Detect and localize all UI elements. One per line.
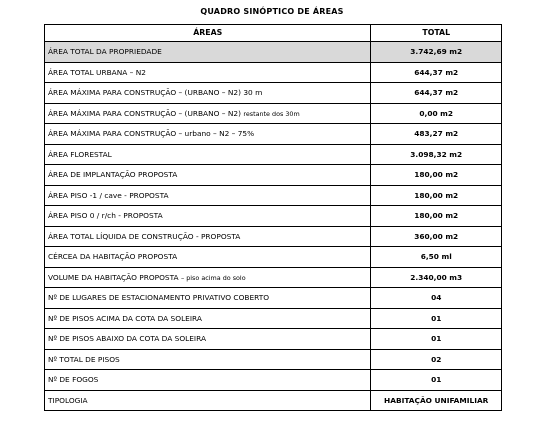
header-total: TOTAL	[371, 25, 502, 42]
table-row	[45, 267, 502, 288]
row-value: 3.742,69 m2	[371, 42, 502, 63]
table-row	[45, 308, 502, 329]
row-value: 180,00 m2	[371, 185, 502, 206]
row-value: 2.340,00 m3	[371, 267, 502, 288]
row-value: 01	[371, 370, 502, 391]
row-value: HABITAÇÃO UNIFAMILIAR	[371, 390, 502, 411]
row-label: ÁREA TOTAL LÍQUIDA DE CONSTRUÇÃO - PROPOSTA	[45, 226, 371, 247]
table-row	[45, 288, 502, 309]
row-value: 0,00 m2	[371, 103, 502, 124]
row-value: 01	[371, 308, 502, 329]
row-label: ÁREA PISO -1 / cave - PROPOSTA	[45, 185, 371, 206]
row-label: ÁREA DE IMPLANTAÇÃO PROPOSTA	[45, 165, 371, 186]
row-value: 360,00 m2	[371, 226, 502, 247]
table-row	[45, 247, 502, 268]
table-row	[45, 83, 502, 104]
table-row	[45, 370, 502, 391]
row-label: TIPOLOGIA	[45, 390, 371, 411]
table-row	[45, 185, 502, 206]
row-label: ÁREA MÁXIMA PARA CONSTRUÇÃO – (URBANO – N2) restante dos 30m	[45, 103, 371, 124]
row-label: ÁREA MÁXIMA PARA CONSTRUÇÃO – urbano – N2 – 75%	[45, 124, 371, 145]
row-value: 01	[371, 329, 502, 350]
row-label-note: – piso acima do solo	[180, 273, 246, 282]
header-areas: ÁREAS	[45, 25, 371, 42]
row-label-note: restante dos 30m	[243, 109, 300, 118]
table-row	[45, 349, 502, 370]
table-row	[45, 103, 502, 124]
table-header-row	[45, 25, 502, 42]
row-value: 3.098,32 m2	[371, 144, 502, 165]
row-label: ÁREA TOTAL URBANA – N2	[45, 62, 371, 83]
row-label: ÁREA MÁXIMA PARA CONSTRUÇÃO – (URBANO – N2) 30 m	[45, 83, 371, 104]
row-value: 644,37 m2	[371, 62, 502, 83]
row-value: 644,37 m2	[371, 83, 502, 104]
row-label: Nº DE LUGARES DE ESTACIONAMENTO PRIVATIVO COBERTO	[45, 288, 371, 309]
areas-table	[44, 24, 502, 411]
row-value: 180,00 m2	[371, 206, 502, 227]
table-row	[45, 42, 502, 63]
row-label: Nº TOTAL DE PISOS	[45, 349, 371, 370]
row-label: ÁREA PISO 0 / r/ch - PROPOSTA	[45, 206, 371, 227]
table-row	[45, 124, 502, 145]
table-row	[45, 226, 502, 247]
row-label: Nº DE PISOS ABAIXO DA COTA DA SOLEIRA	[45, 329, 371, 350]
row-label: CÉRCEA DA HABITAÇÃO PROPOSTA	[45, 247, 371, 268]
table-row	[45, 329, 502, 350]
table-title: QUADRO SINÓPTICO DE ÁREAS	[200, 7, 344, 16]
row-value: 02	[371, 349, 502, 370]
row-label: Nº DE FOGOS	[45, 370, 371, 391]
row-label: Nº DE PISOS ACIMA DA COTA DA SOLEIRA	[45, 308, 371, 329]
row-value: 483,27 m2	[371, 124, 502, 145]
table-row	[45, 144, 502, 165]
row-value: 6,50 ml	[371, 247, 502, 268]
table-row	[45, 62, 502, 83]
table-row	[45, 165, 502, 186]
row-label: ÁREA FLORESTAL	[45, 144, 371, 165]
table-row	[45, 206, 502, 227]
row-value: 180,00 m2	[371, 165, 502, 186]
table-row	[45, 390, 502, 411]
row-label: ÁREA TOTAL DA PROPRIEDADE	[45, 42, 371, 63]
row-value: 04	[371, 288, 502, 309]
row-label: VOLUME DA HABITAÇÃO PROPOSTA – piso acima do solo	[45, 267, 371, 288]
